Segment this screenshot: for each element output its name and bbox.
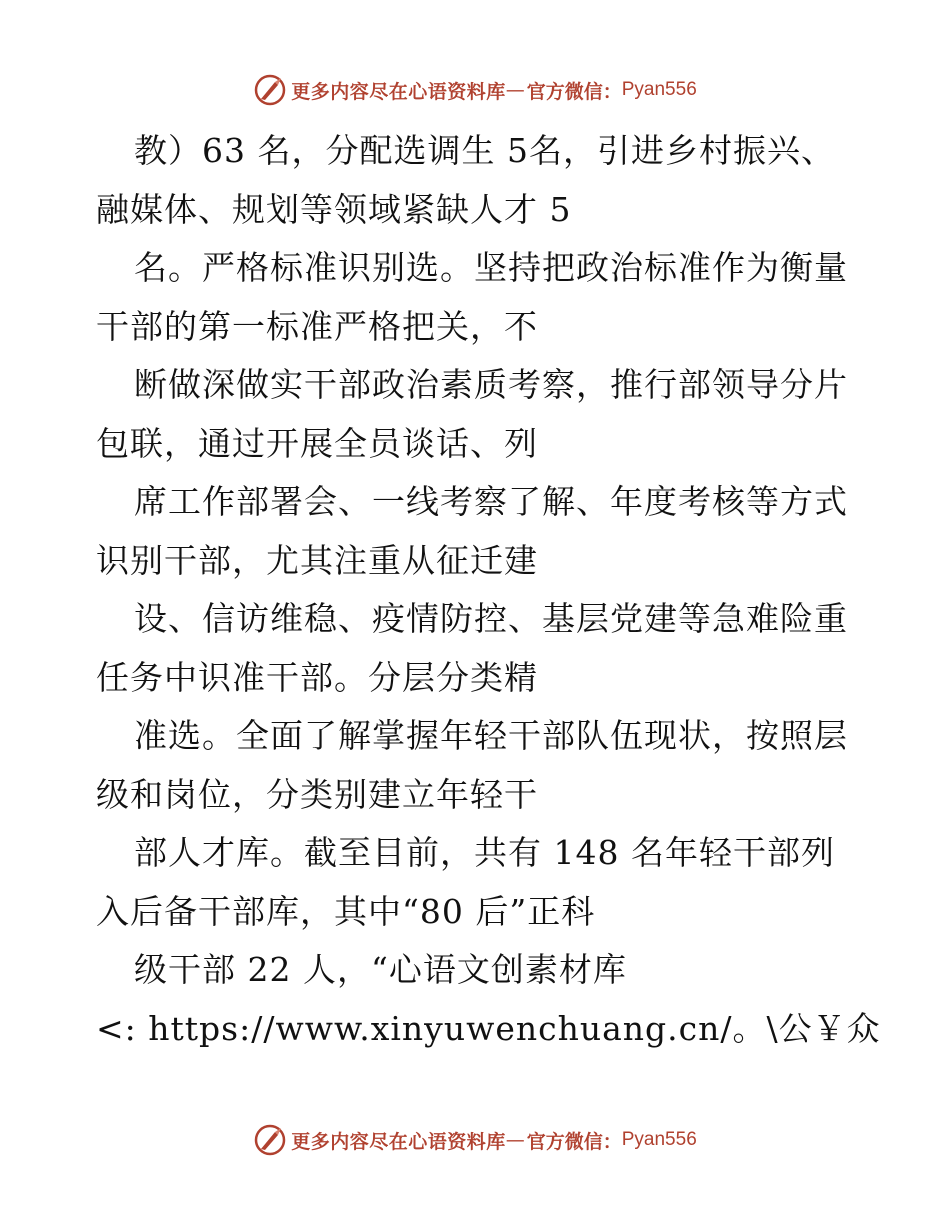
document-body <box>0 122 950 1058</box>
text-line: 任务中识准干部。分层分类精 <box>96 657 538 697</box>
quill-logo-icon <box>253 73 287 107</box>
text-line: 入后备干部库，其中“80 后”正科 <box>96 891 596 931</box>
text-line: 干部的第一标准严格把关，不 <box>96 306 538 346</box>
text-line: 准选。全面了解掌握年轻干部队伍现状，按照层 <box>134 716 848 755</box>
banner-dash: — <box>505 1129 525 1151</box>
banner-wechat-label: 官方微信： <box>526 80 622 103</box>
banner-wechat-label: 官方微信： <box>526 1130 622 1153</box>
text-line: 教）63 名，分配选调生 5名，引进乡村振兴、 <box>134 131 835 170</box>
text-line: 级干部 22 人，“心语文创素材库 <box>134 950 627 989</box>
quill-logo-icon <box>253 1123 287 1157</box>
text-line: 包联，通过开展全员谈话、列 <box>96 423 538 463</box>
text-line: 级和岗位，分类别建立年轻干 <box>96 774 538 814</box>
header-banner <box>0 70 950 110</box>
text-line: 部人才库。截至目前，共有 148 名年轻干部列 <box>134 833 835 872</box>
footer-banner <box>0 1120 950 1160</box>
banner-wechat-id: Pyan556 <box>621 1129 697 1150</box>
text-line: 识别干部，尤其注重从征迁建 <box>96 540 538 580</box>
text-line: <: https://www.xinyuwenchuang.cn/。\公￥众 <box>96 1008 881 1048</box>
text-line: 融媒体、规划等领域紧缺人才 5 <box>96 189 572 229</box>
banner-brand-text: 更多内容尽在心语资料库 <box>291 80 506 103</box>
banner-wechat-id: Pyan556 <box>621 79 697 100</box>
text-line: 断做深做实干部政治素质考察，推行部领导分片 <box>134 365 848 404</box>
banner-brand-text: 更多内容尽在心语资料库 <box>291 1130 506 1153</box>
banner-dash: — <box>505 79 525 101</box>
text-line: 席工作部署会、一线考察了解、年度考核等方式 <box>134 482 848 521</box>
text-line: 名。严格标准识别选。坚持把政治标准作为衡量 <box>134 248 848 287</box>
text-line: 设、信访维稳、疫情防控、基层党建等急难险重 <box>134 599 848 638</box>
